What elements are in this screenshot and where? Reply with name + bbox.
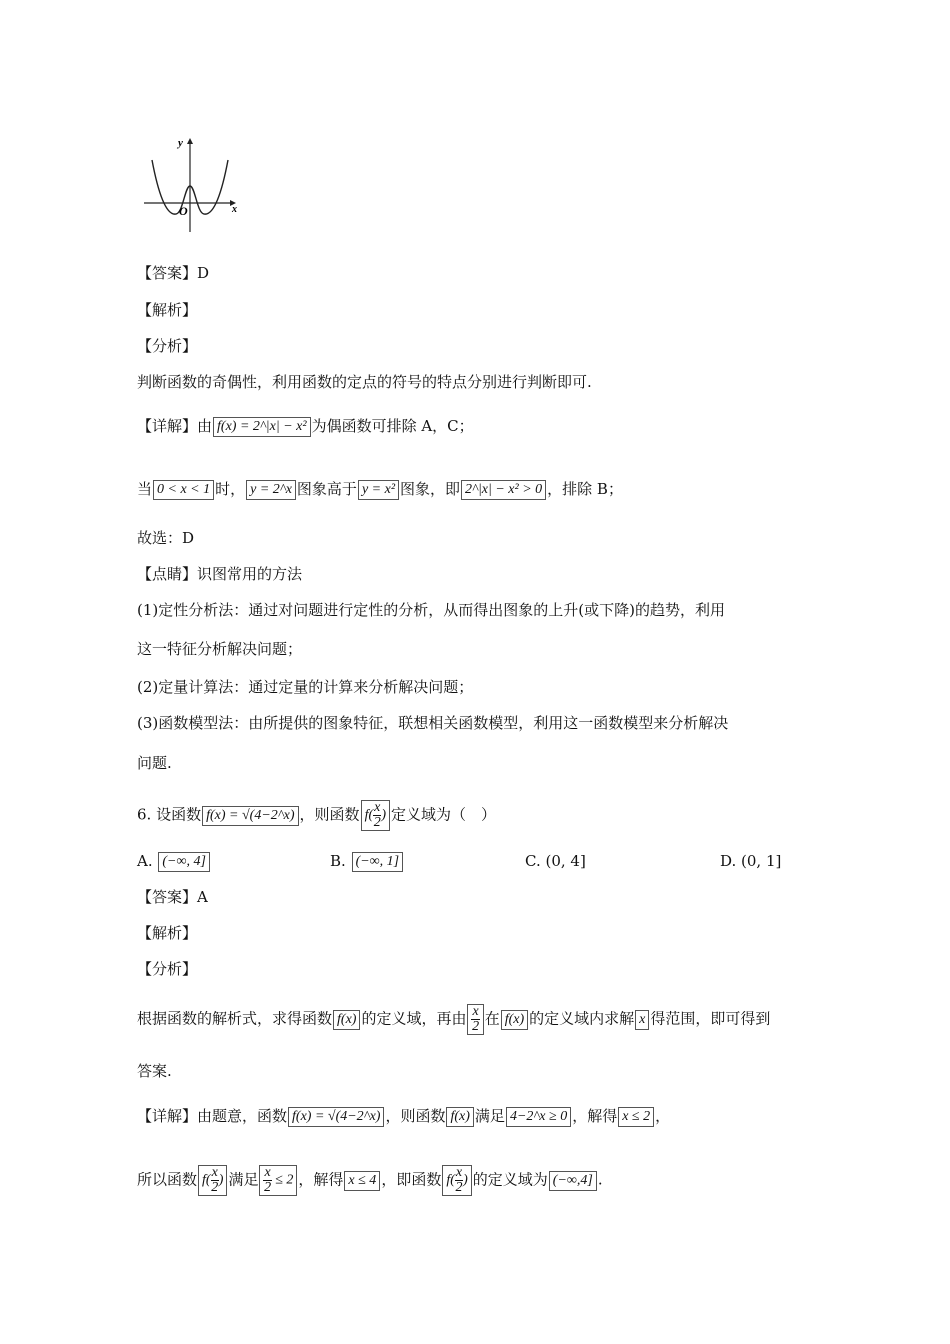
math-formula: f(x) [446, 1107, 473, 1127]
function-graph [140, 132, 250, 237]
text: ，解得 [572, 1107, 618, 1125]
text: 满足 [474, 1107, 505, 1125]
text: ，排除 B； [547, 480, 623, 498]
text: 在 [484, 1009, 500, 1028]
q6-detail2 [137, 1165, 603, 1196]
option-d-value: (0, 1] [741, 852, 782, 870]
option-a-value: (−∞, 4] [158, 852, 210, 872]
math-formula: x ≤ 4 [344, 1171, 380, 1191]
math-formula: y = x² [358, 480, 399, 500]
text: 图象高于 [296, 480, 357, 498]
q5-method3b: 问题. [137, 754, 172, 772]
q5-fenxi: 【分析】 [137, 337, 198, 355]
option-b-value: (−∞, 1] [352, 852, 404, 872]
text: 【详解】由 [137, 417, 213, 435]
text: 的定义域为 [472, 1170, 548, 1189]
math-formula: f(x) [333, 1010, 360, 1030]
q6-detail1 [137, 1105, 670, 1127]
math-formula: f(x) = 2^|x| − x² [213, 417, 311, 437]
math-formula: 2^|x| − x² > 0 [461, 480, 546, 500]
text: 当 [137, 480, 153, 498]
math-formula: f( $\frac{x}{2}$ ) [361, 800, 390, 831]
q5-dianjing: 【点睛】识图常用的方法 [137, 565, 303, 583]
q6-analysis [137, 1004, 770, 1035]
option-a: A. (−∞, 4] [137, 850, 211, 872]
math-formula: y = 2^x [246, 480, 296, 500]
q5-method1a: (1)定性分析法：通过对问题进行定性的分析，从而得出图象的上升(或下降)的趋势，利用 [137, 601, 725, 619]
text: ，即函数 [381, 1170, 442, 1189]
option-d: D. (0, 1] [720, 852, 782, 870]
math-formula: x ≤ 2 [618, 1107, 654, 1127]
text: 的定义域内求解 [529, 1009, 635, 1028]
q6-jiexi: 【解析】 [137, 924, 198, 942]
q5-method3a: (3)函数模型法：由所提供的图象特征，联想相关函数模型，利用这一函数模型来分析解决 [137, 714, 729, 732]
q6-analysis-end: 答案. [137, 1062, 172, 1080]
math-formula: f(x) = √(4−2^x) [202, 806, 298, 826]
text: ， [655, 1107, 671, 1125]
q5-method2: (2)定量计算法：通过定量的计算来分析解决问题； [137, 678, 474, 696]
text: . [597, 1170, 603, 1189]
math-formula: (−∞,4] [549, 1171, 597, 1191]
math-formula: 4−2^x ≥ 0 [506, 1107, 571, 1127]
q5-jiexi: 【解析】 [137, 301, 198, 319]
text: 满足 [228, 1170, 259, 1189]
math-formula: 0 < x < 1 [153, 480, 214, 500]
origin-label: O [179, 204, 188, 218]
math-formula: f( $\frac{x}{2}$ ) [442, 1165, 471, 1196]
q5-detail [137, 415, 474, 437]
math-formula: f( $\frac{x}{2}$ ) [198, 1165, 227, 1196]
math-formula: x [635, 1010, 649, 1030]
math-formula: $\frac{x}{2}$ ≤ 2 [259, 1165, 297, 1196]
math-fraction: $\frac{x}{2}$ [467, 1004, 483, 1035]
math-formula: f(x) = √(4−2^x) [288, 1107, 384, 1127]
q6-stem [137, 800, 496, 831]
text: 6. 设函数 [137, 805, 202, 824]
text: 定义域为（ ） [391, 805, 497, 824]
q6-fenxi: 【分析】 [137, 960, 198, 978]
text: ，解得 [298, 1170, 344, 1189]
text: 的定义域，再由 [361, 1009, 467, 1028]
math-formula: f(x) [501, 1010, 528, 1030]
q5-line2 [137, 478, 623, 500]
option-c: C. (0, 4] [525, 852, 586, 870]
option-c-value: (0, 4] [545, 852, 586, 870]
text: 所以函数 [137, 1170, 198, 1189]
y-label: y [178, 137, 183, 149]
text: ，则函数 [299, 805, 360, 824]
text: 图象，即 [400, 480, 461, 498]
text: 根据函数的解析式，求得函数 [137, 1009, 333, 1028]
text: ，则函数 [385, 1107, 446, 1125]
q5-analysis-text: 判断函数的奇偶性，利用函数的定点的符号的特点分别进行判断即可. [137, 373, 592, 391]
text: 时， [215, 480, 246, 498]
option-b: B. (−∞, 1] [330, 850, 404, 872]
text: 【详解】由题意，函数 [137, 1107, 288, 1125]
text: 得范围，即可得到 [650, 1009, 771, 1028]
q6-answer: 【答案】A [137, 888, 208, 906]
q5-answer: 【答案】D [137, 264, 210, 282]
x-label: x [232, 204, 237, 215]
text: 为偶函数可排除 A，C； [311, 417, 474, 435]
q5-choose: 故选：D [137, 529, 195, 547]
y-axis-arrow [187, 138, 193, 144]
q5-method1b: 这一特征分析解决问题； [137, 640, 303, 658]
